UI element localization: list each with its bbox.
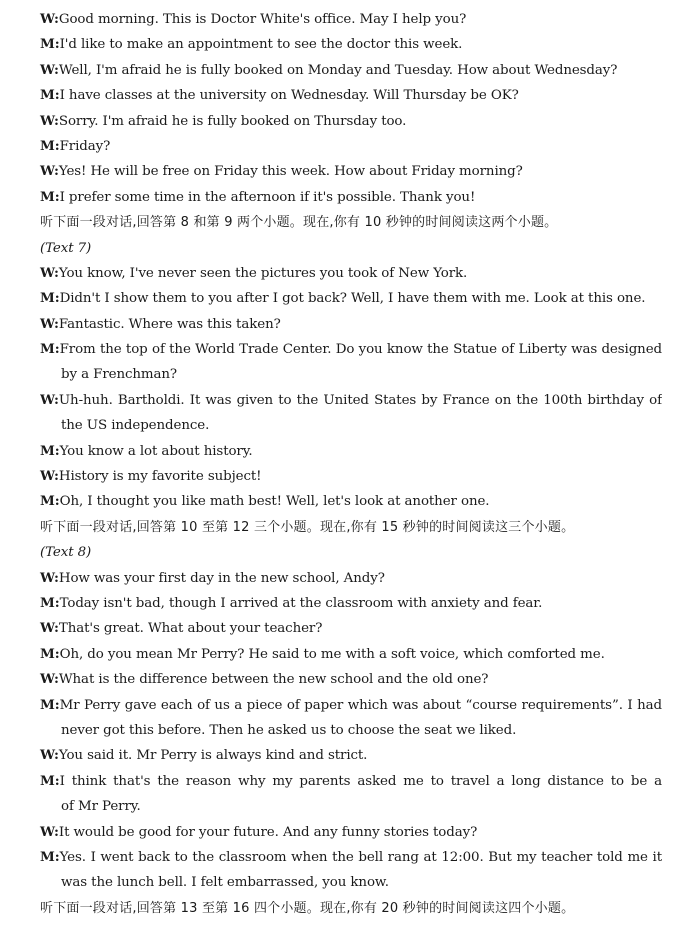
speaker-label: W: xyxy=(40,747,59,764)
speaker-label: M: xyxy=(40,848,60,865)
dialogue-line xyxy=(40,58,662,83)
utterance-text: Good morning. This is Doctor White's office. May I help you? xyxy=(58,12,467,27)
speaker-label: M: xyxy=(40,87,60,104)
speaker-label: W: xyxy=(40,620,59,637)
speaker-label: M: xyxy=(40,36,60,53)
utterance-text: I have classes at the university on Wednesday. Will Thursday be OK? xyxy=(59,88,519,104)
dialogue-line xyxy=(40,464,662,489)
instruction-line: 听下面一段对话,回答第 8 和第 9 两个小题。现在,你有 10 秒钟的时间阅读这两个小题。 xyxy=(40,215,558,231)
dialogue-line xyxy=(40,337,662,362)
dialogue-line xyxy=(40,820,662,845)
speaker-label: M: xyxy=(40,645,60,662)
utterance-text: Friday? xyxy=(59,138,111,154)
dialogue-line xyxy=(40,83,662,108)
speaker-label: M: xyxy=(40,493,60,510)
dialogue-line xyxy=(40,642,662,667)
utterance-text: Mr Perry gave each of us a piece of paper which was about “course requirements”. I had xyxy=(59,697,662,713)
speaker-label: M: xyxy=(40,290,60,307)
speaker-label: M: xyxy=(40,137,60,154)
utterance-text: You said it. Mr Perry is always kind and strict. xyxy=(58,748,368,764)
speaker-label: W: xyxy=(40,823,59,840)
utterance-text: Yes. I went back to the classroom when the bell rang at 12:00. But my teacher told me it xyxy=(59,849,662,865)
section-heading: (Text 8) xyxy=(40,545,92,561)
speaker-label: M: xyxy=(40,341,60,358)
dialogue-line xyxy=(40,388,662,413)
speaker-label: W: xyxy=(40,61,59,78)
dialogue-line xyxy=(40,134,662,159)
dialogue-continuation: was the lunch bell. I felt embarrassed, you know. xyxy=(61,875,389,891)
dialogue-line xyxy=(40,591,662,616)
speaker-label: W: xyxy=(40,315,59,332)
utterance-text: Didn't I show them to you after I got back? Well, I have them with me. Look at this one. xyxy=(59,291,646,307)
dialogue-line xyxy=(40,693,662,718)
utterance-text: Uh-huh. Bartholdi. It was given to the United States by France on the 100th birthday of xyxy=(58,392,662,408)
utterance-text: I think that's the reason why my parents asked me to travel a long distance to be a xyxy=(59,773,662,789)
dialogue-line xyxy=(40,439,662,464)
speaker-label: W: xyxy=(40,163,59,180)
section-heading: (Text 7) xyxy=(40,240,92,256)
speaker-label: W: xyxy=(40,468,59,485)
dialogue-line xyxy=(40,286,662,311)
utterance-text: It would be good for your future. And any funny stories today? xyxy=(58,824,478,840)
utterance-text: That's great. What about your teacher? xyxy=(58,621,323,637)
dialogue-line xyxy=(40,667,662,692)
utterance-text: Well, I'm afraid he is fully booked on Monday and Tuesday. How about Wednesday? xyxy=(58,62,618,78)
instruction-line: 听下面一段对话,回答第 13 至第 16 四个小题。现在,你有 20 秒钟的时间阅读这四个小题。 xyxy=(40,900,575,916)
speaker-label: M: xyxy=(40,594,60,611)
utterance-text: You know a lot about history. xyxy=(59,443,253,459)
utterance-text: Oh, do you mean Mr Perry? He said to me with a soft voice, which comforted me. xyxy=(59,646,605,662)
utterance-text: Oh, I thought you like math best! Well, let's look at another one. xyxy=(59,494,490,510)
speaker-label: M: xyxy=(40,696,60,713)
utterance-text: Today isn't bad, though I arrived at the classroom with anxiety and fear. xyxy=(59,595,543,611)
utterance-text: What is the difference between the new school and the old one? xyxy=(58,672,489,688)
utterance-text: Yes! He will be free on Friday this week. How about Friday morning? xyxy=(58,164,523,180)
speaker-label: W: xyxy=(40,569,59,586)
dialogue-line xyxy=(40,743,662,768)
dialogue-line xyxy=(40,616,662,641)
speaker-label: W: xyxy=(40,11,59,27)
dialogue-continuation: by a Frenchman? xyxy=(61,367,177,383)
speaker-label: W: xyxy=(40,264,59,281)
speaker-label: W: xyxy=(40,671,59,688)
dialogue-line xyxy=(40,109,662,134)
transcript-document xyxy=(40,7,662,921)
dialogue-line xyxy=(40,261,662,286)
speaker-label: M: xyxy=(40,188,60,205)
dialogue-continuation: never got this before. Then he asked us to choose the seat we liked. xyxy=(61,722,517,738)
speaker-label: W: xyxy=(40,391,59,408)
speaker-label: W: xyxy=(40,112,59,129)
dialogue-line xyxy=(40,489,662,514)
utterance-text: History is my favorite subject! xyxy=(58,469,262,485)
utterance-text: You know, I've never seen the pictures you took of New York. xyxy=(58,265,468,281)
dialogue-line xyxy=(40,159,662,184)
dialogue-line xyxy=(40,566,662,591)
utterance-text: I prefer some time in the afternoon if it's possible. Thank you! xyxy=(59,189,476,205)
dialogue-line xyxy=(40,312,662,337)
dialogue-line xyxy=(40,185,662,210)
utterance-text: I'd like to make an appointment to see the doctor this week. xyxy=(59,37,463,53)
utterance-text: Sorry. I'm afraid he is fully booked on Thursday too. xyxy=(58,113,407,129)
dialogue-line xyxy=(40,32,662,57)
dialogue-line xyxy=(40,845,662,870)
dialogue-continuation: of Mr Perry. xyxy=(61,799,141,815)
dialogue-line xyxy=(40,769,662,794)
utterance-text: Fantastic. Where was this taken? xyxy=(58,316,281,332)
speaker-label: M: xyxy=(40,772,60,789)
utterance-text: How was your first day in the new school, Andy? xyxy=(58,570,385,586)
utterance-text: From the top of the World Trade Center. Do you know the Statue of Liberty was designed xyxy=(59,342,662,358)
dialogue-continuation: the US independence. xyxy=(61,418,210,434)
dialogue-line xyxy=(40,7,662,32)
speaker-label: M: xyxy=(40,442,60,459)
instruction-line: 听下面一段对话,回答第 10 至第 12 三个小题。现在,你有 15 秒钟的时间阅读这三个小题。 xyxy=(40,519,575,535)
